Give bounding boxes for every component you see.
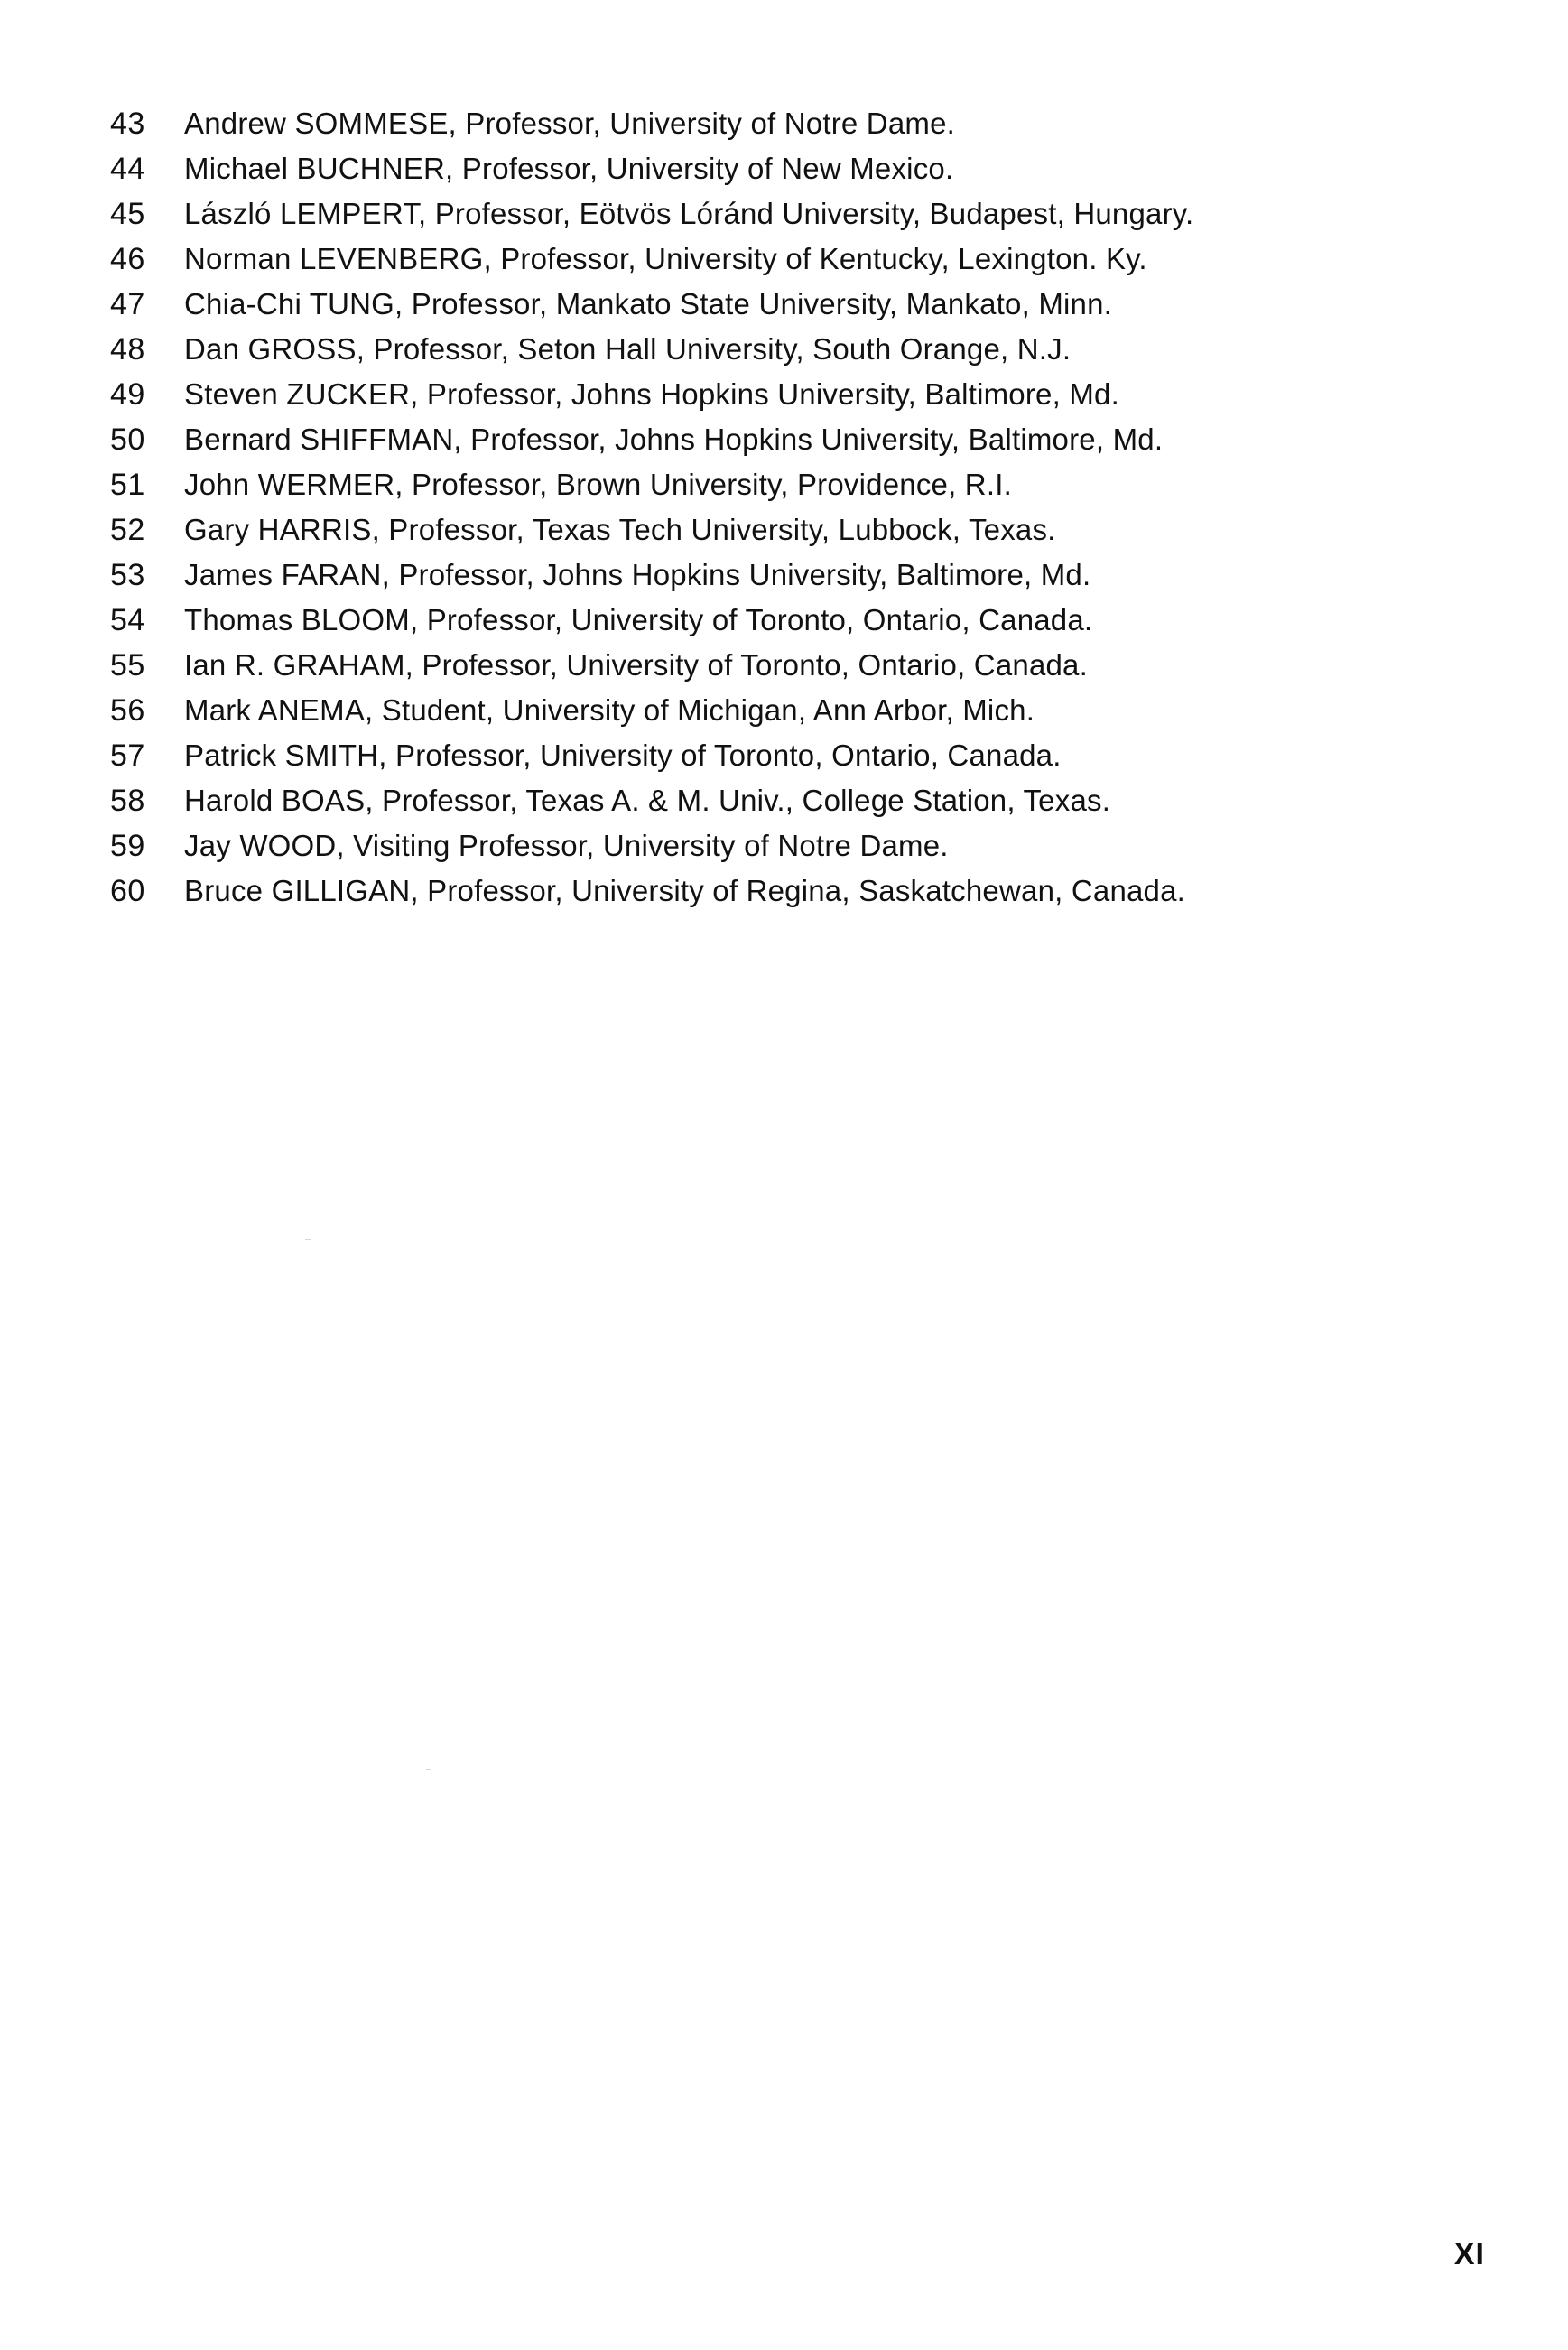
participant-details: Bruce GILLIGAN, Professor, University of Regina, Saskatchewan, Canada. (184, 874, 1186, 907)
participant-row (110, 372, 1193, 417)
scan-speck (426, 1769, 431, 1770)
participant-number: 59 (110, 829, 145, 863)
participant-row (110, 688, 1193, 733)
participant-row (110, 191, 1193, 237)
participant-row (110, 823, 1193, 868)
participant-number: 60 (110, 874, 145, 908)
participant-details: Gary HARRIS, Professor, Texas Tech University, Lubbock, Texas. (184, 513, 1056, 546)
participant-row (110, 643, 1193, 688)
participant-number: 51 (110, 468, 145, 502)
participant-details: James FARAN, Professor, Johns Hopkins University, Baltimore, Md. (184, 558, 1091, 591)
participant-details: Harold BOAS, Professor, Texas A. & M. Univ., College Station, Texas. (184, 784, 1111, 817)
participant-number: 50 (110, 423, 145, 457)
participant-number: 54 (110, 603, 145, 637)
participant-row (110, 598, 1193, 643)
participant-row (110, 327, 1193, 372)
participant-row (110, 733, 1193, 778)
participant-number: 43 (110, 107, 145, 141)
participant-number: 53 (110, 558, 145, 592)
participant-number: 45 (110, 197, 145, 231)
participant-number: 47 (110, 287, 145, 321)
participant-number: 52 (110, 513, 145, 547)
participant-row (110, 553, 1193, 598)
participant-row (110, 778, 1193, 823)
scan-speck (305, 1239, 311, 1240)
participant-row (110, 507, 1193, 553)
participant-row (110, 282, 1193, 327)
participant-details: John WERMER, Professor, Brown University, Providence, R.I. (184, 468, 1012, 501)
participant-number: 44 (110, 152, 145, 186)
participant-details: Mark ANEMA, Student, University of Michigan, Ann Arbor, Mich. (184, 693, 1035, 727)
participant-number: 49 (110, 377, 145, 412)
participant-row (110, 868, 1193, 914)
participant-number: 56 (110, 693, 145, 728)
participant-number: 46 (110, 242, 145, 276)
participant-details: Jay WOOD, Visiting Professor, University of Notre Dame. (184, 829, 949, 862)
page-number: XI (1453, 2237, 1485, 2271)
participant-details: Norman LEVENBERG, Professor, University of Kentucky, Lexington. Ky. (184, 242, 1147, 275)
participant-list (110, 101, 1193, 914)
participant-details: László LEMPERT, Professor, Eötvös Lóránd University, Budapest, Hungary. (184, 197, 1194, 230)
participant-number: 57 (110, 738, 145, 773)
participant-row (110, 146, 1193, 191)
participant-details: Bernard SHIFFMAN, Professor, Johns Hopkins University, Baltimore, Md. (184, 423, 1164, 456)
participant-number: 58 (110, 784, 145, 818)
participant-row (110, 417, 1193, 462)
participant-details: Michael BUCHNER, Professor, University of New Mexico. (184, 152, 954, 185)
participant-details: Chia-Chi TUNG, Professor, Mankato State University, Mankato, Minn. (184, 287, 1113, 320)
participant-details: Steven ZUCKER, Professor, Johns Hopkins University, Baltimore, Md. (184, 377, 1119, 411)
participant-details: Patrick SMITH, Professor, University of Toronto, Ontario, Canada. (184, 738, 1062, 772)
participant-number: 55 (110, 648, 145, 683)
participant-details: Andrew SOMMESE, Professor, University of Notre Dame. (184, 107, 955, 140)
participant-row (110, 237, 1193, 282)
participant-details: Ian R. GRAHAM, Professor, University of Toronto, Ontario, Canada. (184, 648, 1088, 682)
participant-row (110, 101, 1193, 146)
participant-row (110, 462, 1193, 507)
participant-details: Thomas BLOOM, Professor, University of Toronto, Ontario, Canada. (184, 603, 1093, 636)
participant-details: Dan GROSS, Professor, Seton Hall University, South Orange, N.J. (184, 332, 1072, 366)
participant-number: 48 (110, 332, 145, 367)
